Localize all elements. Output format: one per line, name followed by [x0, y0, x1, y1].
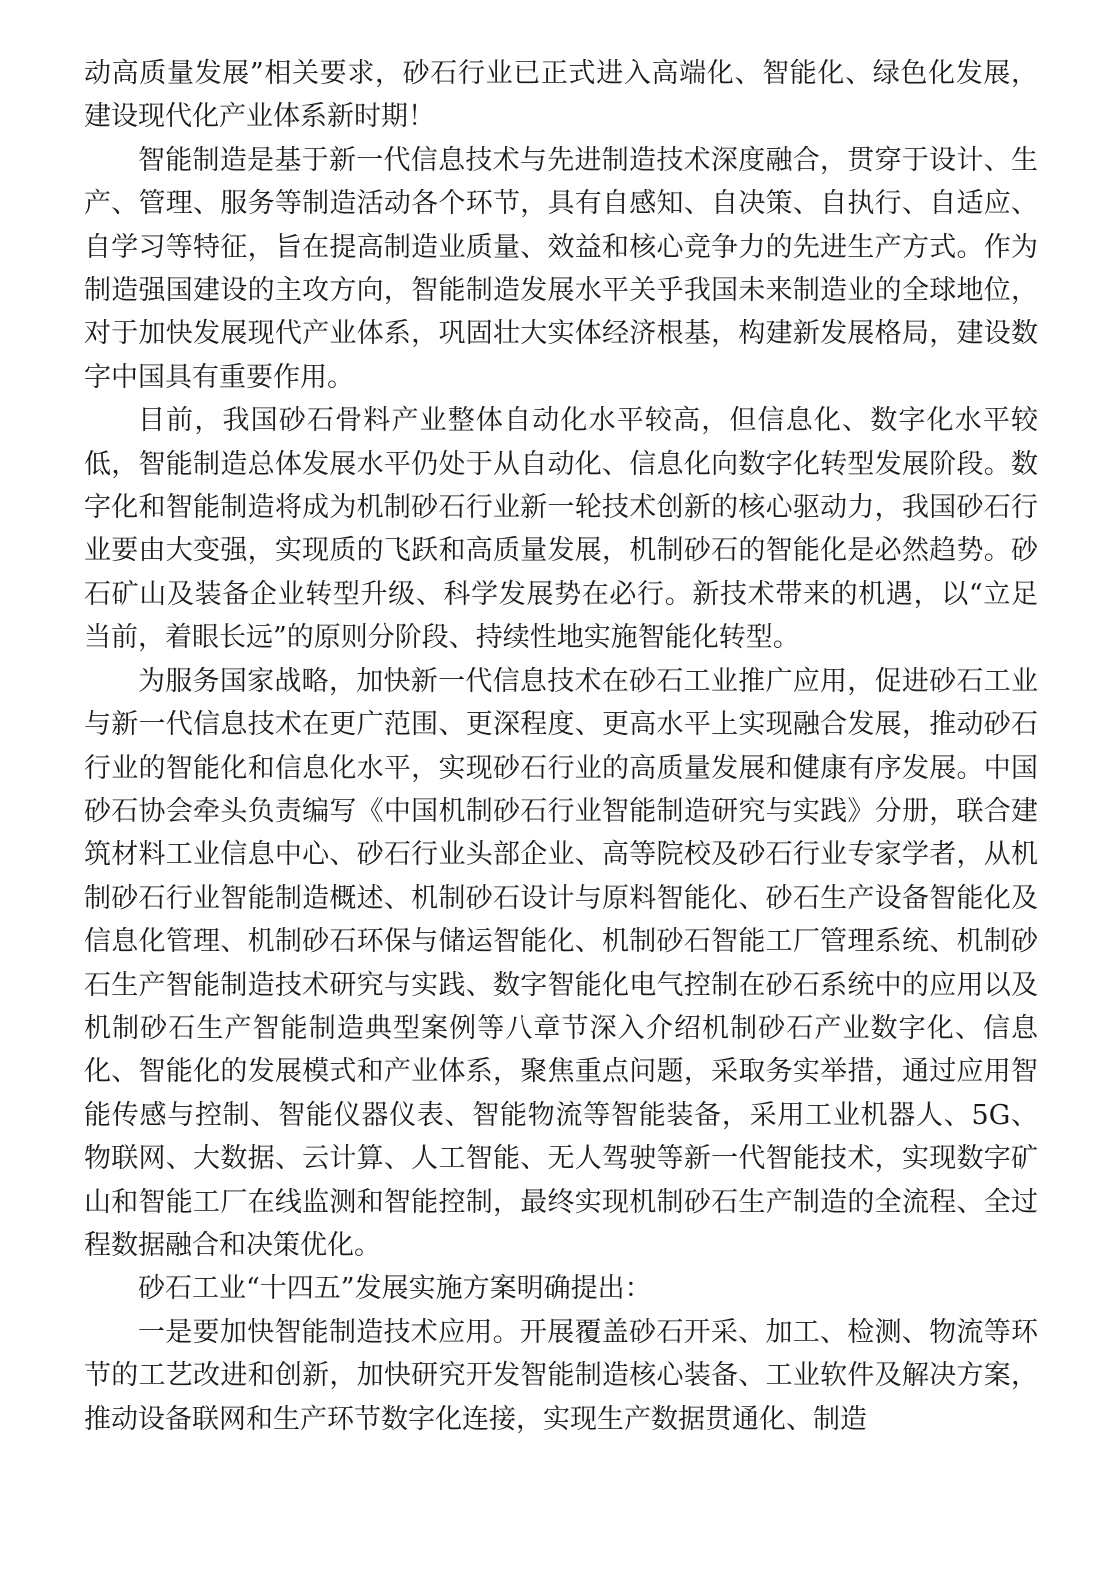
paragraph-6: 一是要加快智能制造技术应用。开展覆盖砂石开采、加工、检测、物流等环节的工艺改进和创新，加快研究开发智能制造核心装备、工业软件及解决方案，推动设备联网和生产环节数字化连接，实现生产数据贯通化、制造 — [84, 1316, 1038, 1435]
paragraph-2: 智能制造是基于新一代信息技术与先进制造技术深度融合，贯穿于设计、生产、管理、服务等制造活动各个环节，具有自感知、自决策、自执行、自适应、自学习等特征，旨在提高制造业质量、效益和核心竞争力的先进生产方式。作为制造强国建设的主攻方向，智能制造发展水平关乎我国未来制造业的全球地位，对于加快发展现代产业体系，巩固壮大实体经济根基，构建新发展格局，建设数字中国具有重要作用。 — [84, 144, 1038, 393]
paragraph-5: 砂石工业“十四五”发展实施方案明确提出： — [138, 1273, 652, 1305]
paragraph-4: 为服务国家战略，加快新一代信息技术在砂石工业推广应用，促进砂石工业与新一代信息技术在更广范围、更深程度、更高水平上实现融合发展，推动砂石行业的智能化和信息化水平，实现砂石行业的高质量发展和健康有序发展。中国砂石协会牵头负责编写《中国机制砂石行业智能制造研究与实践》分册，联合建筑材料工业信息中心、砂石行业头部企业、高等院校及砂石行业专家学者，从机制砂石行业智能制造概述、机制砂石设计与原料智能化、砂石生产设备智能化及信息化管理、机制砂石环保与储运智能化、机制砂石智能工厂管理系统、机制砂石生产智能制造技术研究与实践、数字智能化电气控制在砂石系统中的应用以及机制砂石生产智能制造典型案例等八章节深入介绍机制砂石产业数字化、信息化、智能化的发展模式和产业体系，聚焦重点问题，采取务实举措，通过应用智能传感与控制、智能仪器仪表、智能物流等智能装备，采用工业机器人、5G、物联网、大数据、云计算、人工智能、无人驾驶等新一代智能技术，实现数字矿山和智能工厂在线监测和智能控制，最终实现机制砂石生产制造的全流程、全过程数据融合和决策优化。 — [84, 665, 1038, 1261]
paragraph-3: 目前，我国砂石骨料产业整体自动化水平较高，但信息化、数字化水平较低，智能制造总体发展水平仍处于从自动化、信息化向数字化转型发展阶段。数字化和智能制造将成为机制砂石行业新一轮技术创新的核心驱动力，我国砂石行业要由大变强，实现质的飞跃和高质量发展，机制砂石的智能化是必然趋势。砂石矿山及装备企业转型升级、科学发展势在必行。新技术带来的机遇，以“立足当前，着眼长远”的原则分阶段、持续性地实施智能化转型。 — [84, 405, 1038, 654]
paragraph-1: 动高质量发展”相关要求，砂石行业已正式进入高端化、智能化、绿色化发展，建设现代化产业体系新时期！ — [84, 58, 1038, 133]
